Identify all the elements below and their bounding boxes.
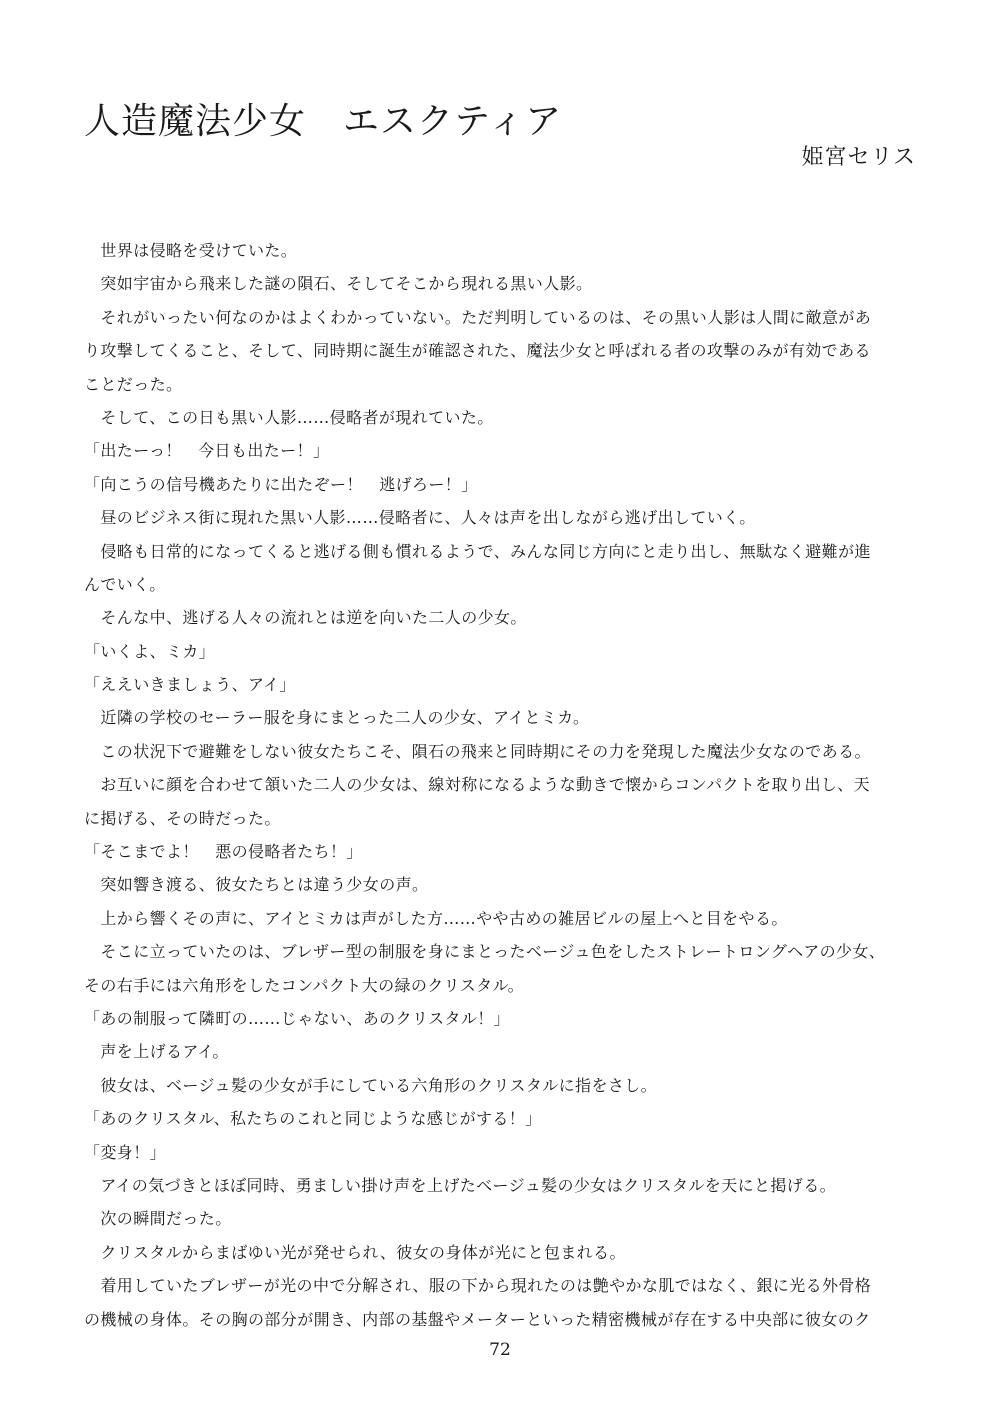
document-title: 人造魔法少女 エスクティア xyxy=(84,101,563,142)
text-line: そんな中、逃げる人々の流れとは逆を向いた二人の少女。 xyxy=(84,608,527,628)
text-line: んでいく。 xyxy=(84,574,166,594)
text-line: お互いに顔を合わせて頷いた二人の少女は、線対称になるような動きで懐からコンパクトを取り出し、天 xyxy=(84,775,871,795)
text-line: 「そこまでよ！ 悪の侵略者たち！」 xyxy=(84,842,363,862)
text-line: アイの気づきとほぼ同時、勇ましい掛け声を上げたベージュ髪の少女はクリスタルを天にと掲げる。 xyxy=(84,1175,837,1195)
text-line: 近隣の学校のセーラー服を身にまとった二人の少女、アイとミカ。 xyxy=(84,708,590,728)
text-line: り攻撃してくること、そして、同時期に誕生が確認された、魔法少女と呼ばれる者の攻撃のみが有効である xyxy=(84,341,871,361)
text-line: 彼女は、ベージュ髪の少女が手にしている六角形のクリスタルに指をさし。 xyxy=(84,1075,658,1095)
text-line: の機械の身体。その胸の部分が開き、内部の基盤やメーターといった精密機械が存在する中央部に彼女のク xyxy=(84,1309,871,1329)
text-line: 「あのクリスタル、私たちのこれと同じような感じがする！」 xyxy=(84,1109,542,1129)
text-line: 次の瞬間だった。 xyxy=(84,1209,232,1229)
text-line: 「ええいきましょう、アイ」 xyxy=(84,675,296,695)
text-line: 世界は侵略を受けていた。 xyxy=(84,241,298,260)
text-line: 突如宇宙から飛来した謎の隕石、そしてそこから現れる黒い人影。 xyxy=(84,274,593,294)
page-number: 72 xyxy=(489,1340,511,1360)
text-line: クリスタルからまばゆい光が発せられ、彼女の身体が光にと包まれる。 xyxy=(84,1242,626,1262)
text-line: 「いくよ、ミカ」 xyxy=(84,641,216,661)
body-text xyxy=(84,234,918,1336)
author-name: 姫宮セリス xyxy=(801,145,916,170)
text-line: 突如響き渡る、彼女たちとは違う少女の声。 xyxy=(84,875,429,895)
text-line: 「出たーっ！ 今日も出たー！」 xyxy=(84,441,330,461)
text-line: 「変身！」 xyxy=(84,1142,167,1162)
text-line: 「あの制服って隣町の……じゃない、あのクリスタル！」 xyxy=(84,1008,511,1028)
text-line: そして、この日も黒い人影……侵略者が現れていた。 xyxy=(84,407,494,427)
text-line: 「向こうの信号機あたりに出たぞー！ 逃げろー！」 xyxy=(84,474,478,494)
text-line: 上から響くその声に、アイとミカは声がした方……やや古めの雑居ビルの屋上へと目をやる。 xyxy=(84,908,788,928)
text-line: 昼のビジネス街に現れた黒い人影……侵略者に、人々は声を出しながら逃げ出していく。 xyxy=(84,508,756,528)
text-line: 着用していたブレザーが光の中で分解され、服の下から現れたのは艶やかな肌ではなく、銀に光る外骨格 xyxy=(84,1276,872,1296)
text-line: そこに立っていたのは、ブレザー型の制服を身にまとったベージュ色をしたストレートロングヘアの少女、 xyxy=(84,942,886,962)
text-line: ことだった。 xyxy=(84,374,183,394)
text-line: その右手には六角形をしたコンパクト大の緑のクリスタル。 xyxy=(84,975,525,995)
text-line: 侵略も日常的になってくると逃げる側も慣れるようで、みんな同じ方向にと走り出し、無駄なく避難が進 xyxy=(84,541,871,561)
text-line: この状況下で避難をしない彼女たちこそ、隕石の飛来と同時期にその力を発現した魔法少女なのである。 xyxy=(84,741,871,761)
text-line: 声を上げるアイ。 xyxy=(84,1042,229,1062)
text-line: に掲げる、その時だった。 xyxy=(84,808,281,828)
text-line: それがいったい何なのかはよくわかっていない。ただ判明しているのは、その黒い人影は人間に敵意があ xyxy=(84,307,872,327)
